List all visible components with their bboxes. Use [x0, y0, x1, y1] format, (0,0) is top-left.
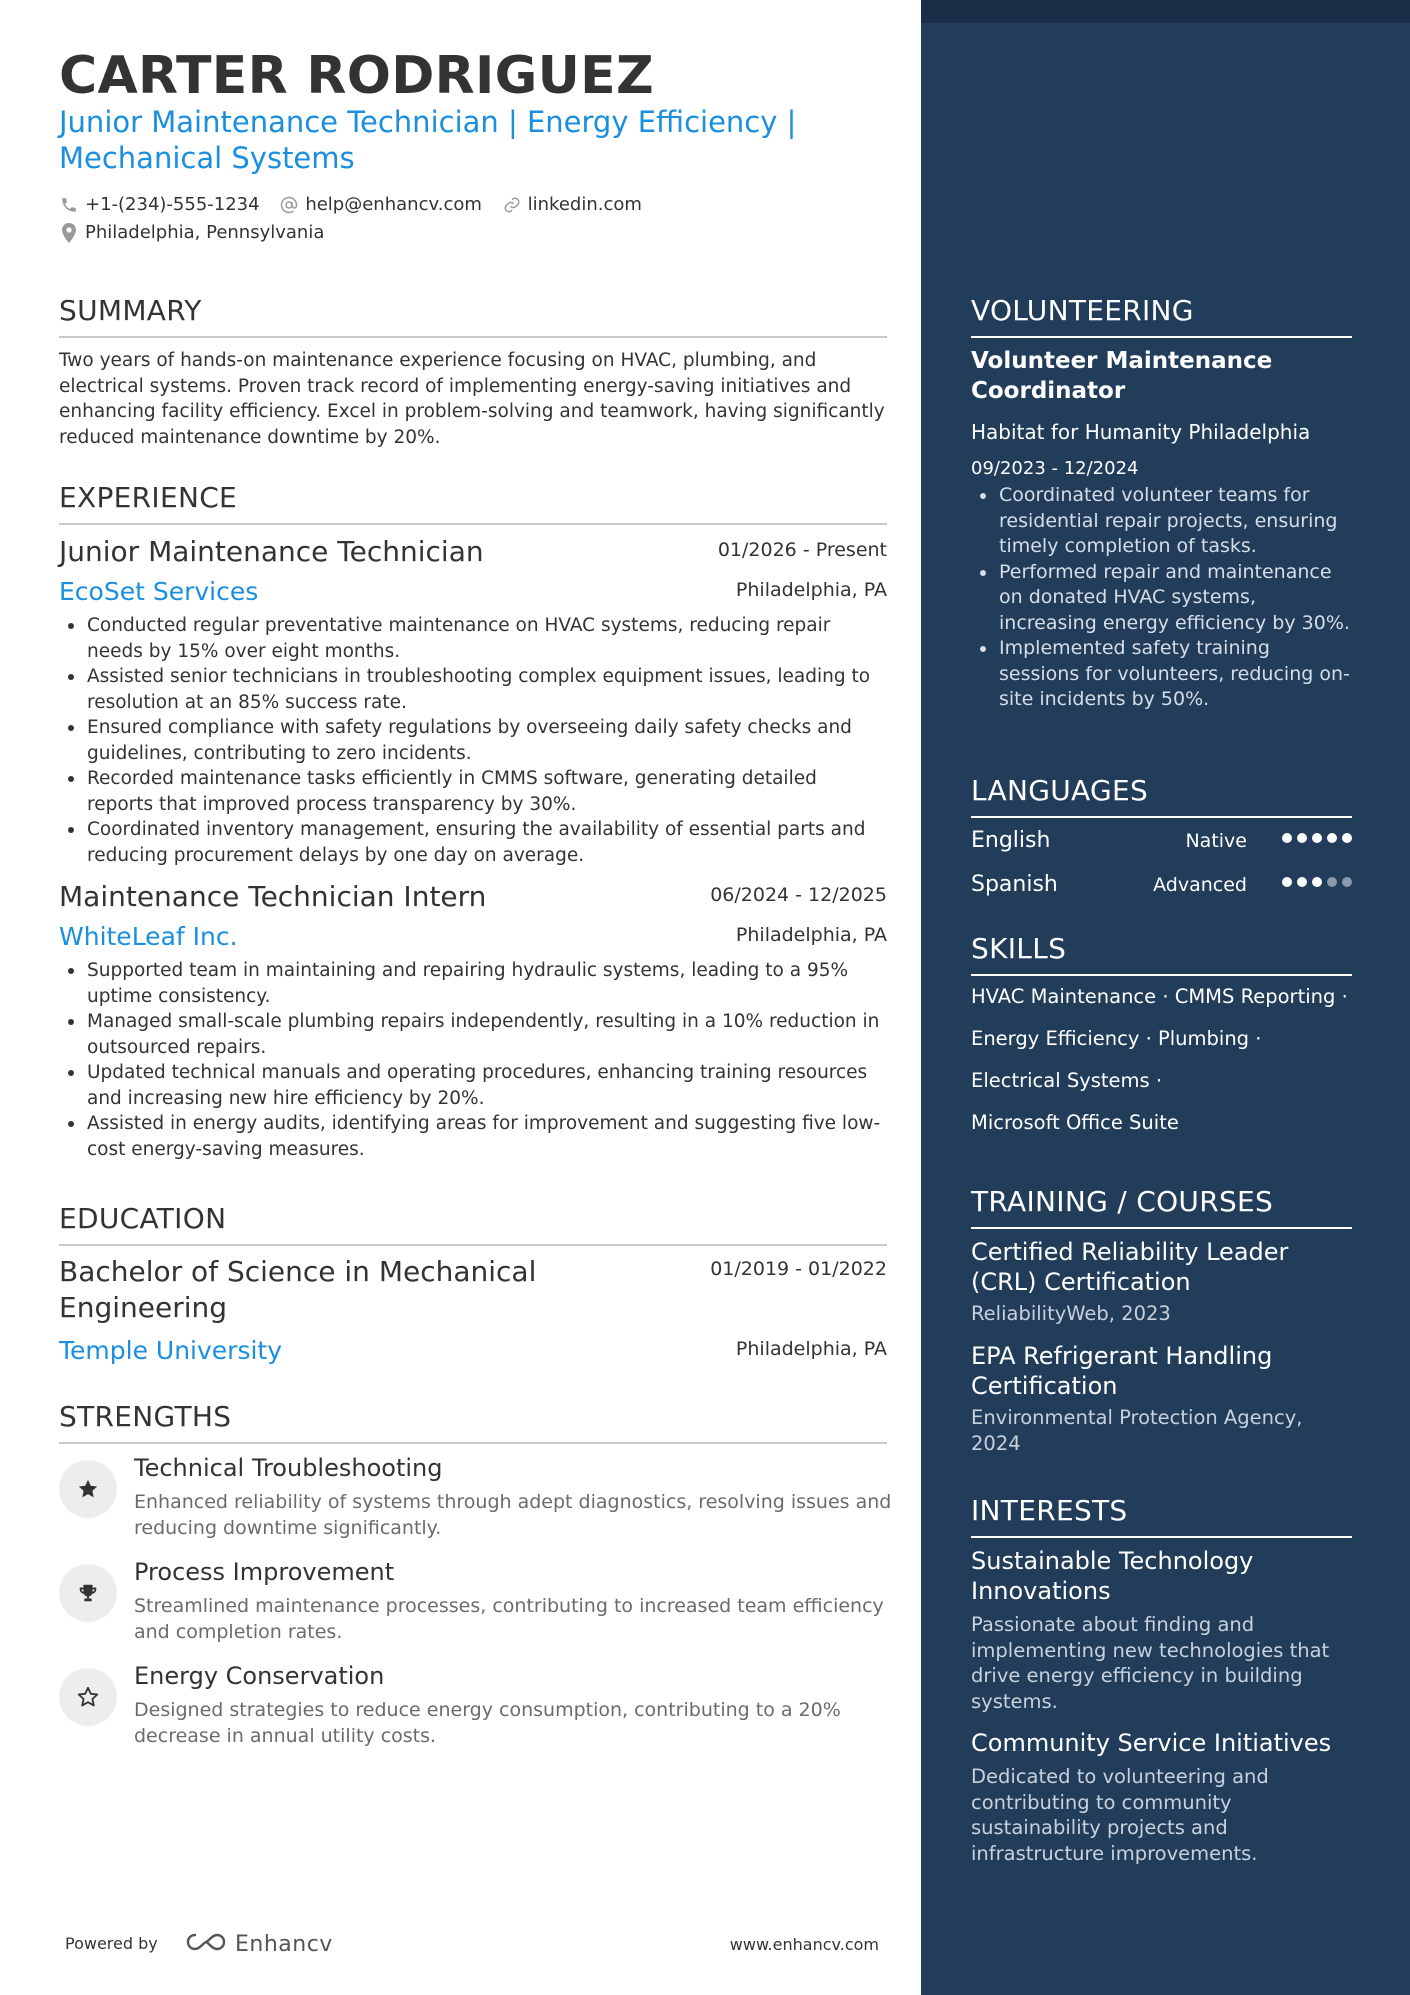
summary-heading: SUMMARY	[59, 294, 202, 327]
filled-dot	[1312, 833, 1322, 843]
experience-section	[59, 481, 887, 1162]
bullet-item: Recorded maintenance tasks efficiently in CMMS software, generating detailed reports that improved process transparency by 30%.	[59, 766, 887, 817]
job-bullets	[59, 613, 887, 868]
interest-title: Community Service Initiatives	[971, 1729, 1332, 1757]
skills-heading: SKILLS	[971, 932, 1067, 965]
sidebar-top-strip	[921, 0, 1410, 23]
filled-dot	[1342, 833, 1352, 843]
brand-name: Enhancv	[235, 1931, 333, 1957]
enhancv-logo[interactable]	[183, 1930, 333, 1958]
language-name: English	[971, 828, 1051, 853]
filled-dot	[1312, 877, 1322, 887]
filled-dot	[1297, 877, 1307, 887]
language-name: Spanish	[971, 872, 1058, 897]
location-text: Philadelphia, Pennsylvania	[85, 222, 325, 243]
company-name[interactable]: WhiteLeaf Inc.	[59, 922, 238, 951]
degree-title: Bachelor of Science in Mechanical Engineering	[59, 1255, 537, 1324]
strength-title: Technical Troubleshooting	[134, 1454, 443, 1482]
strengths-section	[59, 1400, 892, 1766]
course-title: EPA Refrigerant Handling Certification	[971, 1342, 1273, 1400]
star-icon	[59, 1460, 117, 1518]
interest-title: Sustainable Technology Innovations	[971, 1547, 1254, 1605]
skills-list	[971, 976, 1352, 1144]
linkedin-text: linkedin.com	[527, 194, 642, 215]
bullet-item: Coordinated inventory management, ensuring the availability of essential parts and reducing procurement delays by one day on average.	[59, 817, 887, 868]
bullet-item: Coordinated volunteer teams for residential repair projects, ensuring timely completion of tasks.	[971, 483, 1352, 560]
section-divider	[971, 1227, 1352, 1229]
language-item	[971, 820, 1352, 864]
job-location: Philadelphia, PA	[735, 924, 887, 946]
linkedin-contact[interactable]	[502, 194, 642, 215]
strength-desc: Enhanced reliability of systems through adept diagnostics, resolving issues and reducing downtime significantly.	[134, 1491, 892, 1539]
job-title: Maintenance Technician Intern	[59, 880, 487, 913]
section-divider	[59, 523, 887, 525]
job-entry	[59, 535, 887, 868]
location-row	[59, 222, 338, 248]
section-divider	[59, 1244, 887, 1246]
section-divider	[971, 336, 1352, 338]
strength-item	[59, 1454, 892, 1558]
bullet-item: Assisted in energy audits, identifying areas for improvement and suggesting five low-cost energy-saving measures.	[59, 1111, 887, 1162]
job-location: Philadelphia, PA	[735, 579, 887, 601]
strength-item	[59, 1662, 887, 1766]
summary-section	[59, 294, 887, 450]
bullet-item: Conducted regular preventative maintenance on HVAC systems, reducing repair needs by 15% over eight months.	[59, 613, 887, 664]
skill-line: Electrical Systems ·	[971, 1069, 1163, 1092]
map-pin-icon	[59, 223, 79, 243]
education-section	[59, 1202, 887, 1372]
powered-by-text: Powered by	[65, 1934, 158, 1953]
trophy-icon	[59, 1564, 117, 1622]
language-item	[971, 864, 1352, 908]
strength-title: Energy Conservation	[134, 1662, 385, 1690]
interests-heading: INTERESTS	[971, 1494, 1128, 1527]
section-divider	[971, 1536, 1352, 1538]
bullet-item: Managed small-scale plumbing repairs independently, resulting in a 10% reduction in outsourced repairs.	[59, 1009, 887, 1060]
interest-desc: Dedicated to volunteering and contributing to community sustainability projects and infrastructure improvements.	[971, 1765, 1269, 1865]
job-title: Junior Maintenance Technician	[59, 535, 484, 568]
sidebar	[921, 0, 1410, 1995]
volunteer-date: 09/2023 - 12/2024	[971, 458, 1139, 479]
bullet-item: Ensured compliance with safety regulations by overseeing daily safety checks and guidelines, contributing to zero incidents.	[59, 715, 887, 766]
language-level: Advanced	[1153, 874, 1247, 896]
empty-dot	[1342, 877, 1352, 887]
phone-text: +1-(234)-555-1234	[85, 194, 260, 215]
bullet-item: Updated technical manuals and operating procedures, enhancing training resources and increasing new hire efficiency by 20%.	[59, 1060, 887, 1111]
summary-text: Two years of hands-on maintenance experience focusing on HVAC, plumbing, and electrical systems. Proven track record of implementing energy-saving initiatives and enhancing facility efficiency. Excel in problem-solving and teamwork, having significantly reduced maintenance downtime by 20%.	[59, 350, 885, 448]
course-provider: ReliabilityWeb, 2023	[971, 1302, 1171, 1325]
languages-heading: LANGUAGES	[971, 774, 1149, 807]
section-divider	[971, 816, 1352, 818]
job-bullets	[59, 958, 887, 1162]
strength-desc: Streamlined maintenance processes, contributing to increased team efficiency and completion rates.	[134, 1595, 884, 1643]
course-title: Certified Reliability Leader (CRL) Certification	[971, 1238, 1289, 1296]
strength-desc: Designed strategies to reduce energy consumption, contributing to a 20% decrease in annual utility costs.	[134, 1699, 841, 1747]
link-icon	[502, 195, 522, 215]
section-divider	[59, 1442, 887, 1444]
strength-item	[59, 1558, 887, 1662]
course-provider: Environmental Protection Agency, 2024	[971, 1406, 1303, 1455]
empty-dot	[1327, 877, 1337, 887]
volunteering-heading: VOLUNTEERING	[971, 294, 1194, 327]
at-icon	[279, 195, 299, 215]
headline: Junior Maintenance Technician | Energy Efficiency | Mechanical Systems	[59, 105, 797, 175]
experience-heading: EXPERIENCE	[59, 481, 238, 514]
bullet-item: Performed repair and maintenance on donated HVAC systems, increasing energy efficiency by 30%.	[971, 560, 1352, 637]
bullet-item: Supported team in maintaining and repairing hydraulic systems, leading to a 95% uptime consistency.	[59, 958, 887, 1009]
skill-line: HVAC Maintenance · CMMS Reporting ·	[971, 985, 1348, 1008]
school-location: Philadelphia, PA	[735, 1338, 887, 1360]
proficiency-dots	[1277, 833, 1352, 843]
bullet-item: Implemented safety training sessions for volunteers, reducing on-site incidents by 50%.	[971, 636, 1352, 713]
language-level: Native	[1185, 830, 1247, 852]
company-name[interactable]: EcoSet Services	[59, 577, 259, 606]
skill-line: Microsoft Office Suite	[971, 1111, 1179, 1134]
job-date: 06/2024 - 12/2025	[710, 884, 887, 906]
volunteering-section	[971, 294, 1352, 713]
filled-dot	[1282, 877, 1292, 887]
filled-dot	[1282, 833, 1292, 843]
website-link[interactable]: www.enhancv.com	[729, 1935, 879, 1954]
phone-contact[interactable]	[59, 194, 260, 215]
email-contact[interactable]	[279, 194, 482, 215]
job-entry	[59, 880, 887, 1162]
education-heading: EDUCATION	[59, 1202, 227, 1235]
interest-desc: Passionate about finding and implementing new technologies that drive energy efficiency in building systems.	[971, 1613, 1330, 1713]
email-text: help@enhancv.com	[305, 194, 482, 215]
footer	[59, 1930, 887, 1960]
infinity-icon	[183, 1930, 229, 1958]
skills-section	[971, 932, 1352, 1144]
filled-dot	[1297, 833, 1307, 843]
volunteer-role: Volunteer Maintenance Coordinator	[971, 348, 1273, 404]
volunteer-bullets	[971, 483, 1352, 713]
interests-section	[971, 1494, 1352, 1866]
star-outline-icon	[59, 1668, 117, 1726]
candidate-name: CARTER RODRIGUEZ	[59, 46, 654, 106]
section-divider	[59, 336, 887, 338]
skill-line: Energy Efficiency · Plumbing ·	[971, 1027, 1262, 1050]
training-section	[971, 1185, 1352, 1457]
strength-title: Process Improvement	[134, 1558, 395, 1586]
school-name[interactable]: Temple University	[59, 1336, 283, 1365]
contact-row	[59, 194, 656, 219]
strengths-heading: STRENGTHS	[59, 1400, 232, 1433]
job-date: 01/2026 - Present	[717, 539, 887, 561]
filled-dot	[1327, 833, 1337, 843]
volunteer-org: Habitat for Humanity Philadelphia	[971, 420, 1311, 444]
location-contact	[59, 222, 324, 243]
training-heading: TRAINING / COURSES	[971, 1185, 1274, 1218]
phone-icon	[59, 195, 79, 215]
bullet-item: Assisted senior technicians in troubleshooting complex equipment issues, leading to resolution at an 85% success rate.	[59, 664, 887, 715]
proficiency-dots	[1277, 877, 1352, 887]
education-date: 01/2019 - 01/2022	[710, 1258, 887, 1280]
languages-section	[971, 774, 1352, 908]
